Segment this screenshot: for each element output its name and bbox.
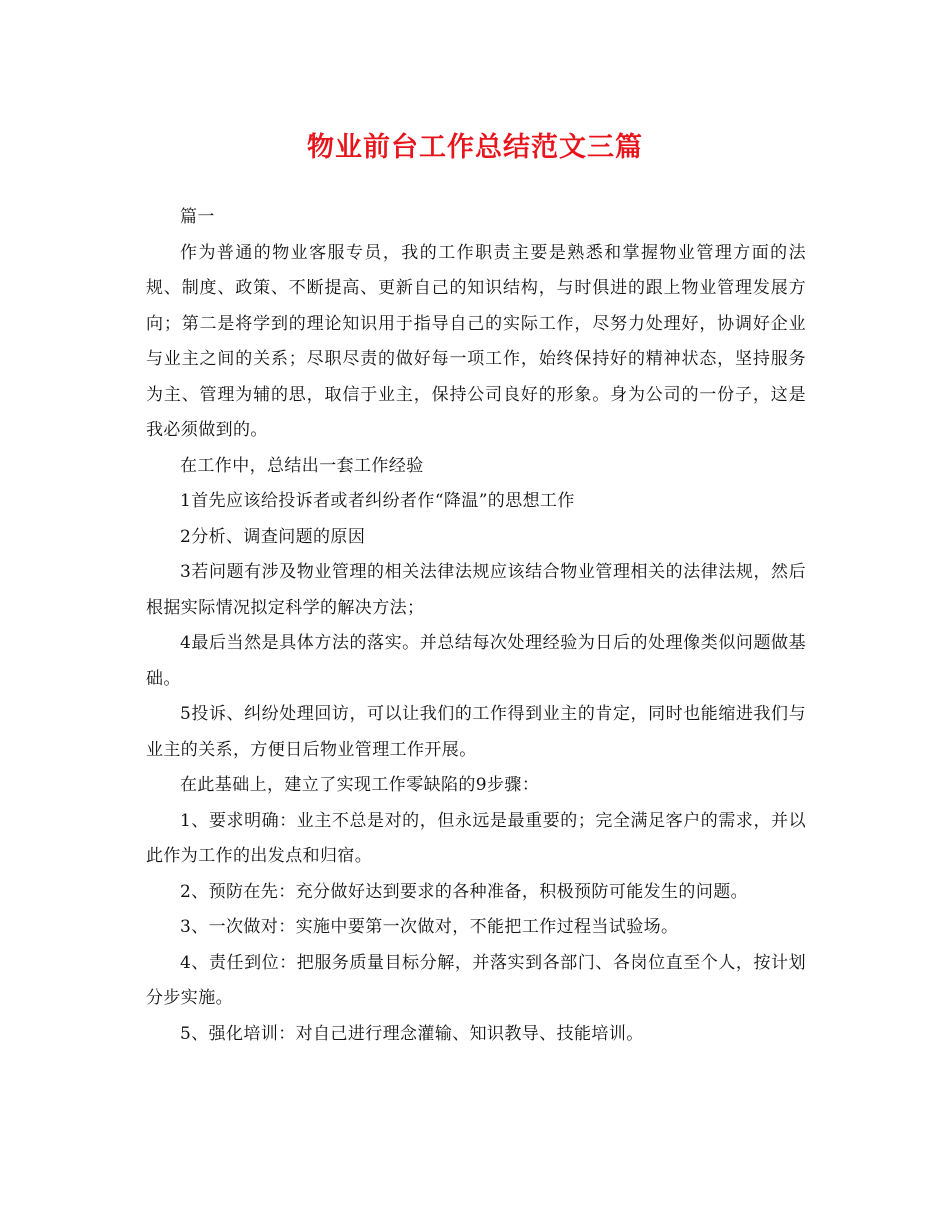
list-item: 4最后当然是具体方法的落实。并总结每次处理经验为日后的处理像类似问题做基础。 bbox=[146, 633, 806, 689]
list-item: 4、责任到位：把服务质量目标分解，并落实到各部门、各岗位直至个人，按计划分步实施。 bbox=[146, 952, 806, 1008]
document-body bbox=[146, 200, 806, 1052]
document-title: 物业前台工作总结范文三篇 bbox=[307, 132, 643, 163]
list-item: 2分析、调查问题的原因 bbox=[180, 526, 366, 547]
list-item: 5、强化培训：对自己进行理念灌输、知识教导、技能培训。 bbox=[180, 1023, 644, 1044]
paragraph: 在此基础上，建立了实现工作零缺陷的9步骤： bbox=[180, 775, 540, 795]
list-item: 1、要求明确：业主不总是对的，但永远是最重要的；完全满足客户的需求，并以此作为工作的出发点和归宿。 bbox=[146, 810, 806, 866]
paragraph: 在工作中，总结出一套工作经验 bbox=[180, 455, 424, 476]
list-item: 3、一次做对：实施中要第一次做对，不能把工作过程当试验场。 bbox=[180, 917, 679, 937]
paragraph: 作为普通的物业客服专员，我的工作职责主要是熟悉和掌握物业管理方面的法规、制度、政策、不断提高、更新自己的知识结构，与时俱进的跟上物业管理发展方向；第二是将学到的理论知识用于指导自己的实际工作，尽努力处理好，协调好企业与业主之间的关系；尽职尽责的做好每一项工作，始终保持好的精神状态，坚持服务为主、管理为辅的思，取信于业主，保持公司良好的形象。身为公司的一份子，这是我必须做到的。 bbox=[146, 242, 806, 440]
list-item: 5投诉、纠纷处理回访，可以让我们的工作得到业主的肯定，同时也能缩进我们与业主的关系，方便日后物业管理工作开展。 bbox=[146, 704, 806, 760]
list-item: 3若问题有涉及物业管理的相关法律法规应该结合物业管理相关的法律法规，然后根据实际情况拟定科学的解决方法； bbox=[146, 562, 806, 618]
list-item: 2、预防在先：充分做好达到要求的各种准备，积极预防可能发生的问题。 bbox=[180, 881, 749, 902]
section-heading: 篇一 bbox=[180, 207, 215, 227]
list-item: 1首先应该给投诉者或者纠纷者作“降温”的思想工作 bbox=[180, 491, 575, 511]
